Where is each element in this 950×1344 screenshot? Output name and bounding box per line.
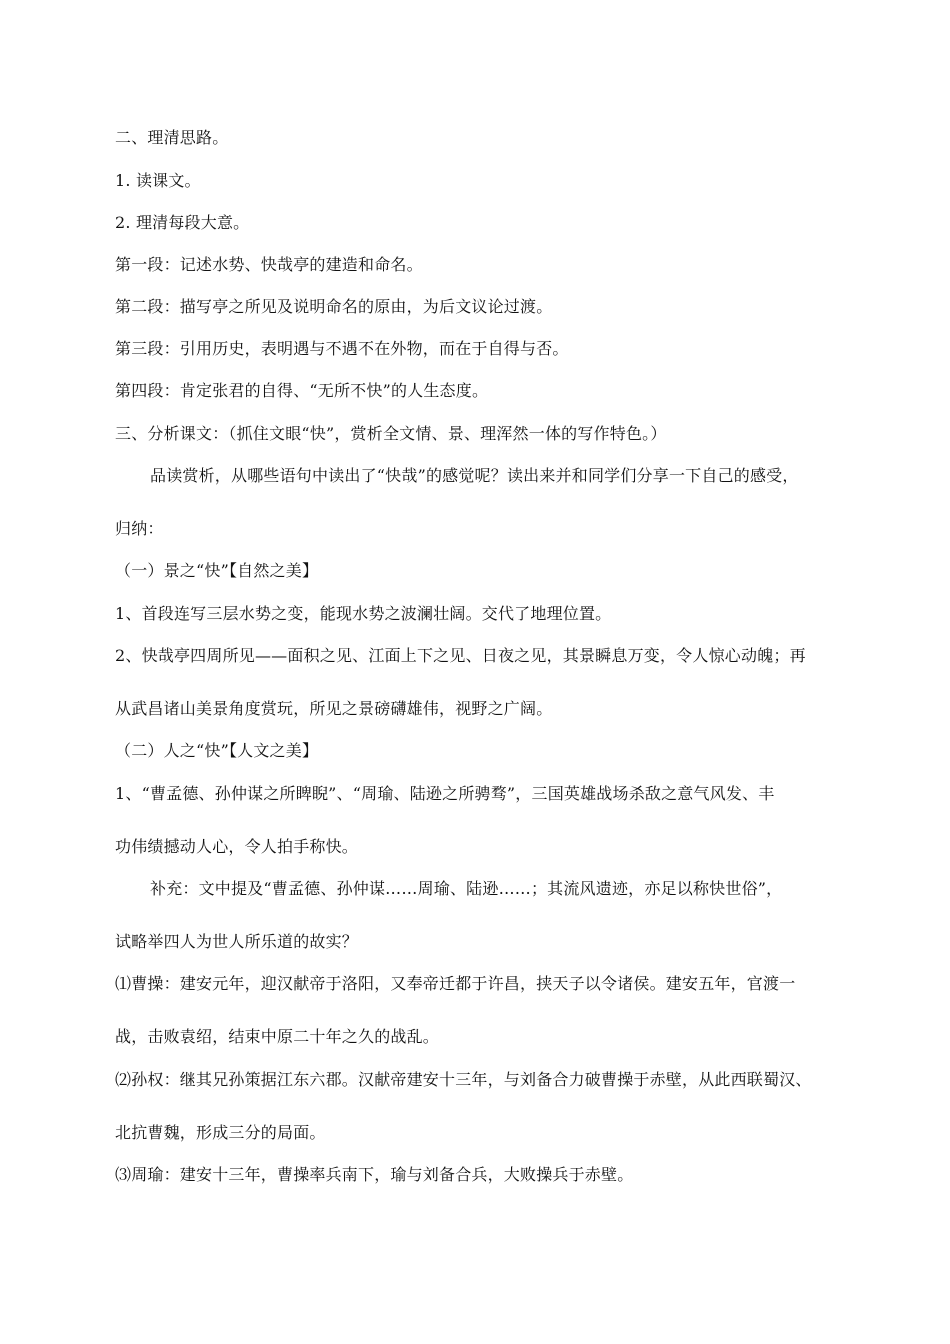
paragraph-summary-2: 第二段：描写亭之所见及说明命名的原由，为后文议论过渡。	[115, 297, 553, 316]
subheading-scenery: （一）景之“快”【自然之美】	[115, 561, 319, 580]
paragraph-summary-1: 第一段：记述水势、快哉亭的建造和命名。	[115, 255, 423, 274]
list-item-2: 2. 理清每段大意。	[115, 213, 250, 232]
scenery-point-2-cont: 从武昌诸山美景角度赏玩，所见之景磅礴雄伟，视野之广阔。	[115, 699, 553, 718]
story-zhou-yu: ⑶周瑜：建安十三年，曹操率兵南下，瑜与刘备合兵，大败操兵于赤壁。	[115, 1165, 634, 1184]
story-cao-cao: ⑴曹操：建安元年，迎汉献帝于洛阳，又奉帝迁都于许昌，挟天子以令诸侯。建安五年，官渡一	[115, 974, 796, 993]
people-point-1-cont: 功伟绩撼动人心，令人拍手称快。	[115, 837, 359, 856]
subheading-people: （二）人之“快”【人文之美】	[115, 741, 319, 760]
people-point-1: 1、“曹孟德、孙仲谋之所睥睨”、“周瑜、陆逊之所骋骛”，三国英雄战场杀敌之意气风发、丰	[115, 784, 775, 803]
story-sun-quan: ⑵孙权：继其兄孙策据江东六郡。汉献帝建安十三年，与刘备合力破曹操于赤壁，从此西联蜀汉、	[115, 1070, 812, 1089]
appreciation-paragraph-cont: 归纳：	[115, 519, 164, 538]
scenery-point-1: 1、首段连写三层水势之变，能现水势之波澜壮阔。交代了地理位置。	[115, 604, 612, 623]
paragraph-summary-4: 第四段：肯定张君的自得、“无所不快”的人生态度。	[115, 381, 489, 400]
supplement-paragraph: 补充：文中提及“曹孟德、孙仲谋……周瑜、陆逊……；其流风遗迹，亦足以称快世俗”，	[150, 879, 783, 898]
supplement-question: 试略举四人为世人所乐道的故实？	[115, 932, 359, 951]
scenery-point-2: 2、快哉亭四周所见——面积之见、江面上下之见、日夜之见，其景瞬息万变，令人惊心动魄；再	[115, 646, 806, 665]
section-heading-2: 二、理清思路。	[115, 128, 229, 147]
paragraph-summary-3: 第三段：引用历史，表明遇与不遇不在外物，而在于自得与否。	[115, 339, 569, 358]
list-item-1: 1. 读课文。	[115, 171, 201, 190]
section-heading-3: 三、分析课文：（抓住文眼“快”，赏析全文情、景、理浑然一体的写作特色。）	[115, 424, 667, 443]
story-sun-quan-cont: 北抗曹魏，形成三分的局面。	[115, 1123, 326, 1142]
appreciation-paragraph: 品读赏析，从哪些语句中读出了“快哉”的感觉呢？读出来并和同学们分享一下自己的感受，	[150, 466, 799, 485]
story-cao-cao-cont: 战，击败袁绍，结束中原二十年之久的战乱。	[115, 1027, 440, 1046]
